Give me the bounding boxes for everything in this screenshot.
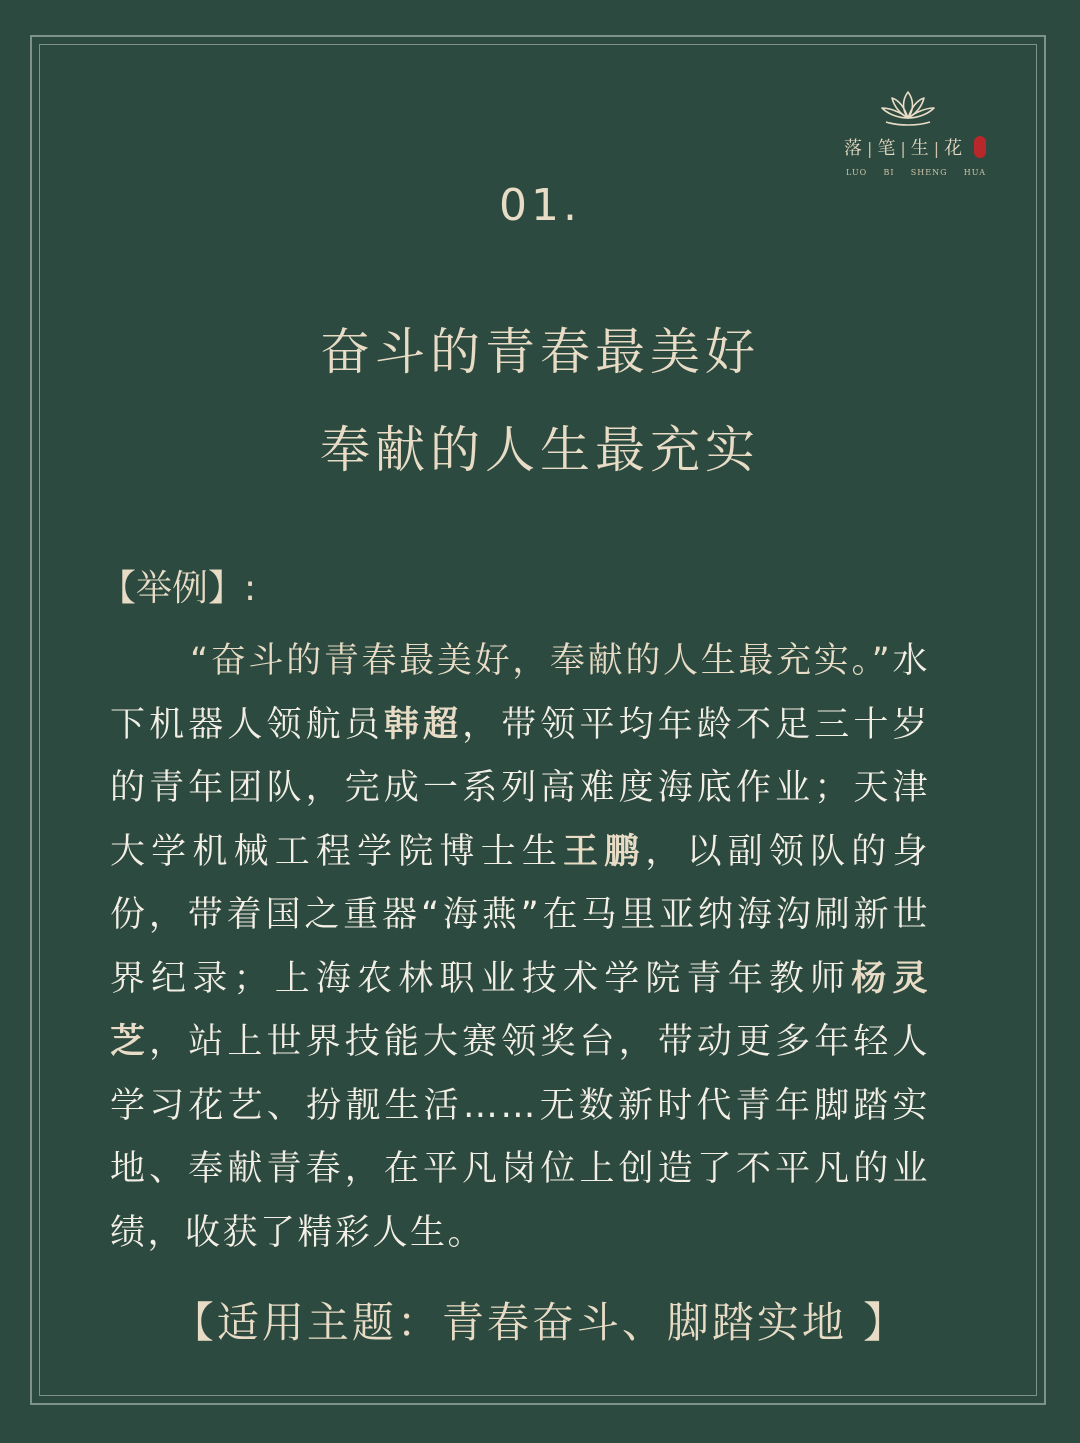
pinyin-word: SHENG xyxy=(910,168,948,177)
highlighted-name: 王鹏 xyxy=(563,831,646,872)
red-seal-stamp xyxy=(974,136,986,158)
opening-quote: “奋斗的青春最美好，奉献的人生最充实。” xyxy=(190,641,893,681)
brand-logo xyxy=(840,88,990,183)
highlighted-name: 杨灵芝 xyxy=(110,958,930,1062)
paragraph-text: ，以副领队的身份，带着国之重器“海燕”在马里亚纳海沟刷新世界纪录；上海农林职业技术学院青年教师 xyxy=(110,831,930,999)
paragraph-text: ，站上世界技能大赛领奖台，带动更多年轻人学习花艺、扮靓生活……无数新时代青年脚踏实地、奉献青春，在平凡岗位上创造了不平凡的业绩，收获了精彩人生。 xyxy=(110,1022,930,1253)
page-title-line-1: 奋斗的青春最美好 xyxy=(320,323,760,381)
paragraph-text: ，带领平均年龄不足三十岁的青年团队，完成一系列高难度海底作业；天津大学机械工程学院博士生 xyxy=(110,704,930,872)
applicable-theme: 【适用主题：青春奋斗、脚踏实地 】 xyxy=(171,1298,909,1347)
brand-name: 落 | 笔 | 生 | 花 xyxy=(844,138,963,159)
brand-char: 笔 xyxy=(877,138,896,159)
paragraph-text: 水下机器人领航员 xyxy=(110,641,930,745)
brand-char: 落 xyxy=(844,138,862,159)
page-title-line-2: 奉献的人生最充实 xyxy=(320,421,760,479)
lotus-icon xyxy=(876,88,940,130)
brand-pinyin xyxy=(846,168,986,177)
section-number: 01. xyxy=(499,180,581,231)
example-paragraph xyxy=(110,630,930,1265)
pinyin-word: BI xyxy=(883,168,895,177)
pinyin-word: HUA xyxy=(963,168,986,177)
highlighted-name: 韩超 xyxy=(383,704,463,745)
pinyin-word: LUO xyxy=(846,168,868,177)
brand-char: 生 xyxy=(910,138,929,159)
example-label: 【举例】: xyxy=(100,568,257,609)
brand-char: 花 xyxy=(944,138,963,159)
